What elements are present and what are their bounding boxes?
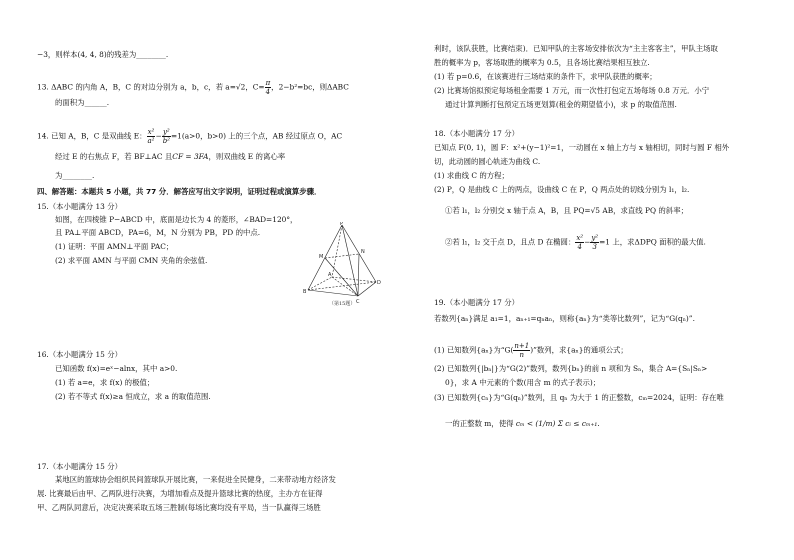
- fig-label-c: C: [356, 299, 360, 305]
- q19-part3-line1: (3) 已知数列{cₙ}为“G(qₙ)”数列，且 qₙ 为大于 1 的正整数，cₘ=2024，证明：存在唯: [434, 393, 724, 402]
- q15-line1: 如图，在四棱锥 P−ABCD 中，底面是边长为 4 的菱形，∠BAD=120°，: [55, 215, 298, 224]
- fig-label-n: N: [361, 249, 365, 255]
- q18-line1: 已知点 F(0, 1)，圆 F：x²+(y−1)²=1，一动圆在 x 轴上方与 x 轴相切，同时与圆 F 相外: [434, 143, 730, 152]
- q14-vector-eq: CF = 3FA: [172, 152, 209, 161]
- q13-line1: [37, 79, 349, 96]
- q17-heading: 17.（本小题满分 15 分）: [37, 462, 122, 471]
- q19-frac: [513, 342, 530, 359]
- q19-heading: 19.（本小题满分 17 分）: [434, 298, 519, 307]
- q17-line3: 甲、乙两队同意后，决定决赛采取五场三胜制(每场比赛均没有平局，当一队赢得三场胜: [37, 503, 321, 512]
- q13-frac-num: π: [265, 79, 271, 87]
- q18-sub2-text-a: ②若 l₁，l₂ 交于点 D，且点 D 在椭圆：: [445, 237, 576, 247]
- q18-part1: (1) 求曲线 C 的方程；: [434, 171, 509, 180]
- q18-sub2: [445, 234, 706, 251]
- q14-text-b: =1(a>0，b>0) 上的三个点，AB 经过原点 O，AC: [170, 131, 343, 141]
- q19-part3-text-a: 一的正整数 m，使得: [445, 419, 514, 428]
- q14-frac1-den: a²: [147, 137, 155, 145]
- q14-frac2-den: b²: [162, 137, 170, 145]
- q18-frac2: [590, 234, 599, 251]
- figure-caption: （第15题）: [329, 301, 356, 307]
- q16-line1: 已知函数 f(x)=eˣ−alnx，其中 a>0.: [55, 364, 178, 373]
- fig-label-m: M: [319, 254, 324, 260]
- fig-label-p: P: [340, 222, 344, 227]
- q15-line3: (1) 证明：平面 AMN⊥平面 PAC；: [55, 242, 174, 251]
- q17-part2-line1: (2) 比赛场馆拟预定每场租金需要 1 万元，而一次性打包定五场每场 0.8 万元．小宁: [434, 86, 710, 95]
- q14-line3: 为________.: [55, 171, 95, 180]
- q17-cont-line1: 利时，该队获胜，比赛结束)．已知甲队的主客场安排依次为“主主客客主”，甲队主场取: [434, 44, 718, 53]
- q14-frac1-num: x²: [147, 128, 155, 136]
- q18-frac2-num: y²: [591, 234, 599, 242]
- q18-frac1: [575, 234, 584, 251]
- q16-line3: (2) 若不等式 f(x)≥a 恒成立，求 a 的取值范围.: [55, 392, 211, 401]
- q17-part2-line2: 通过计算判断打包预定五场更划算(租金的期望值小)，求 p 的取值范围.: [445, 100, 677, 109]
- q14-frac2: [162, 128, 171, 145]
- q18-minus: −: [584, 237, 591, 247]
- fig-label-a: A: [328, 272, 332, 278]
- q19-line1: 若数列{aₙ}满足 a₁=1，aₙ₊₁=qₙaₙ，则称{aₙ}为“类等比数列”，记为“G(qₙ)”.: [434, 314, 695, 323]
- q13-text-b: ，2−b²=bc，则ΔABC: [271, 82, 349, 92]
- q15-heading: 15.（本小题满分 13 分）: [37, 202, 122, 211]
- q19-frac-den: n: [519, 351, 525, 359]
- q16-line2: (1) 若 a=e，求 f(x) 的极值；: [55, 378, 155, 387]
- q19-part3-line2: [445, 419, 600, 429]
- q18-part2: (2) P，Q 是曲线 C 上的两点，设曲线 C 在 P，Q 两点处的切线分别为 l₁，l₂.: [434, 185, 690, 194]
- q13-text-a: 13. ΔABC 的内角 A，B，C 的对边分别为 a，b，c，若 a=√2，C=: [37, 82, 265, 92]
- q18-line2: 切，此动圆的圆心轨迹为曲线 C.: [434, 157, 541, 166]
- q14-line2: [55, 152, 285, 162]
- q18-frac1-den: 4: [577, 243, 582, 251]
- q12-tail: −3，则样本(4, 4, 8)的残差为________.: [37, 50, 169, 59]
- q19-inequality: cₘ < (1/m) Σ cᵢ ≤ cₘ₊₁: [515, 419, 598, 428]
- q18-sub1: ①若 l₁，l₂ 分别交 x 轴于点 A，B，且 PQ=√5 AB，求直线 PQ 的斜率；: [445, 206, 688, 215]
- q19-frac-num: n+1: [514, 342, 530, 350]
- q15-line4: (2) 求平面 AMN 与平面 CMN 夹角的余弦值.: [55, 256, 208, 265]
- q14-text-a: 14. 已知 A，B，C 是双曲线 E：: [37, 131, 147, 141]
- q18-sub2-text-b: =1 上，求ΔDPQ 面积的最大值.: [599, 237, 706, 247]
- section-4-heading: 四、解答题：本题共 5 小题，共 77 分．解答应写出文字说明，证明过程或演算步骤．: [37, 187, 322, 196]
- q17-line2: 展. 比赛最后由甲、乙两队进行决赛，为增加看点及提升篮球比赛的热度，主办方在征得: [37, 489, 323, 498]
- q13-frac-den: 4: [265, 88, 271, 96]
- q18-heading: 18.（本小题满分 17 分）: [434, 129, 519, 138]
- q17-line1: 某地区的篮球协会组织民间篮球队开展比赛，一来促进全民健身，二来带动地方经济发: [55, 475, 336, 484]
- q19-part2-line2: 0}，求 A 中元素的个数(用含 m 的式子表示)；: [445, 378, 601, 387]
- q17-cont-line2: 胜的概率为 p，客场取胜的概率为 0.5，且各场比赛结果相互独立.: [434, 58, 650, 67]
- fig-label-d: D: [377, 280, 381, 286]
- q13-line2: 的面积为______.: [55, 98, 110, 107]
- q19-period: .: [597, 419, 600, 428]
- q14-frac2-num: y²: [162, 128, 170, 136]
- q14-line1: [37, 128, 342, 145]
- q15-line2: 且 PA⊥平面 ABCD，PA=6，M，N 分别为 PB，PD 的中点.: [55, 228, 261, 237]
- q19-part2-line1: (2) 已知数列{|bₙ|}为“G(2)”数列，数列{bₙ}的前 n 项和为 Sₙ，集合 A={Sₙ|Sₙ>: [434, 364, 708, 373]
- q19-part1-text-a: (1) 已知数列{aₙ}为“G(: [434, 345, 514, 355]
- q18-frac1-num: x²: [576, 234, 584, 242]
- q19-part1: [434, 342, 628, 359]
- q14-minus: −: [155, 131, 162, 141]
- q18-frac2-den: 3: [592, 243, 597, 251]
- pyramid-figure: [302, 222, 382, 307]
- q16-heading: 16.（本小题满分 15 分）: [37, 350, 122, 359]
- q14-text-d: ，则双曲线 E 的离心率: [208, 152, 286, 161]
- q19-part1-text-b: )”数列，求{aₙ}的通项公式；: [530, 345, 628, 355]
- q17-part1: (1) 若 p=0.6，在该赛进行三场结束的条件下，求甲队获胜的概率；: [434, 72, 657, 81]
- q14-text-c: 经过 E 的右焦点 F，若 BF⊥AC 且: [55, 152, 173, 161]
- fig-label-b: B: [303, 289, 307, 295]
